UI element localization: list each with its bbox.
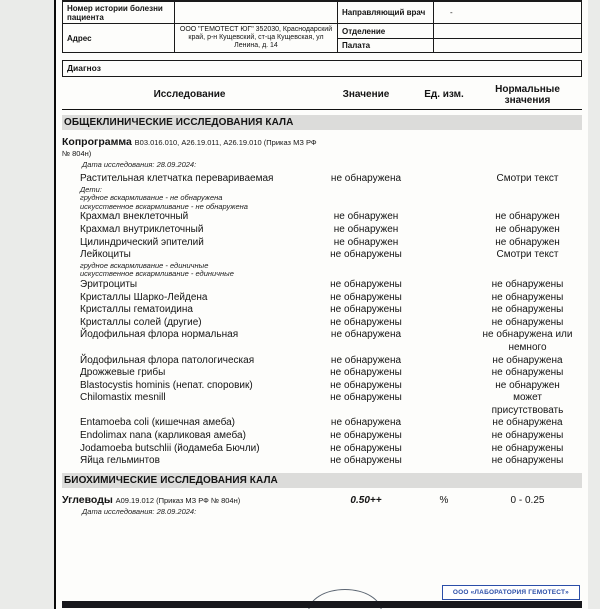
column-header-normal: Нормальные значения <box>495 84 560 106</box>
patient-header-table <box>62 0 582 53</box>
parameter-normal <box>473 186 582 195</box>
parameter-name: Эритроциты <box>80 278 138 290</box>
table-row <box>62 317 582 330</box>
diagnosis-box <box>62 60 582 77</box>
parameter-unit <box>415 380 473 393</box>
referring-doctor-value: - <box>434 2 581 24</box>
section-title-biochemical: БИОХИМИЧЕСКИЕ ИССЛЕДОВАНИЯ КАЛА <box>62 473 582 488</box>
table-row <box>62 430 582 443</box>
parameter-unit <box>415 279 473 292</box>
parameter-name: Йодофильная флора патологическая <box>80 354 255 366</box>
parameter-value: не обнаружены <box>330 291 402 303</box>
results-rows <box>56 173 588 468</box>
table-row <box>62 173 582 186</box>
test-unit: % <box>439 494 449 506</box>
parameter-unit <box>415 455 473 468</box>
department-value <box>434 24 581 39</box>
parameter-value <box>317 194 415 203</box>
parameter-unit <box>415 173 473 186</box>
parameter-value: не обнаружены <box>330 278 402 290</box>
parameter-name: Chilomastix mesnill <box>80 392 166 404</box>
parameter-name: грудное вскармливание - не обнаружена <box>80 193 223 203</box>
parameter-name: Растительная клетчатка перевариваемая <box>80 173 274 184</box>
parameter-value <box>317 270 415 279</box>
parameter-unit <box>415 186 473 195</box>
table-row <box>62 292 582 305</box>
table-row <box>62 211 582 224</box>
parameter-normal: может присутствовать <box>491 392 564 416</box>
parameter-normal: Смотри текст <box>496 249 559 261</box>
ward-value <box>434 39 581 52</box>
parameter-normal: не обнаружена или немного <box>482 329 573 353</box>
parameter-name: Цилиндрический эпителий <box>80 236 204 248</box>
parameter-unit <box>415 262 473 271</box>
parameter-unit <box>415 304 473 317</box>
column-header-research: Исследование <box>153 89 226 101</box>
parameter-unit <box>415 292 473 305</box>
table-row <box>62 304 582 317</box>
parameter-unit <box>415 417 473 430</box>
parameter-name: Лейкоциты <box>80 249 131 261</box>
parameter-value <box>317 186 415 195</box>
parameter-value: не обнаружена <box>330 417 402 429</box>
parameter-value: не обнаружены <box>330 392 402 404</box>
parameter-value: не обнаружены <box>330 442 402 454</box>
parameter-normal: не обнаружен <box>495 236 560 248</box>
parameter-name: Яйца гельминтов <box>80 455 160 467</box>
parameter-normal: не обнаружены <box>491 367 564 379</box>
parameter-value: не обнаружены <box>330 304 402 316</box>
section-title-clinical: ОБЩЕКЛИНИЧЕСКИЕ ИССЛЕДОВАНИЯ КАЛА <box>62 115 582 130</box>
parameter-name: Endolimax nana (карликовая амеба) <box>80 430 246 442</box>
department-label: Отделение <box>338 24 434 39</box>
parameter-unit <box>415 237 473 250</box>
test-name: Копрограмма <box>62 136 132 148</box>
parameter-name: Крахмал внеклеточный <box>80 211 189 223</box>
parameter-value: не обнаружена <box>330 173 402 184</box>
parameter-unit <box>415 367 473 380</box>
footer-bar <box>62 601 582 608</box>
parameter-value <box>317 262 415 271</box>
table-row <box>62 249 582 262</box>
parameter-unit <box>415 270 473 279</box>
parameter-normal: не обнаружены <box>491 442 564 454</box>
report-page <box>54 0 588 609</box>
parameter-name: Кристаллы солей (другие) <box>80 316 202 328</box>
table-row <box>62 224 582 237</box>
table-row <box>62 367 582 380</box>
parameter-name: Blastocystis hominis (непат. споровик) <box>80 379 253 391</box>
parameter-name: Entamoeba coli (кишечная амеба) <box>80 417 236 429</box>
parameter-unit <box>415 430 473 443</box>
table-row <box>62 380 582 393</box>
parameter-normal: не обнаружен <box>495 223 560 235</box>
parameter-unit <box>415 317 473 330</box>
parameter-unit <box>415 224 473 237</box>
parameter-normal <box>473 270 582 279</box>
parameter-normal: не обнаружена <box>492 354 563 366</box>
parameter-name: Дрожжевые грибы <box>80 367 166 379</box>
parameter-unit <box>415 203 473 212</box>
parameter-value: не обнаружены <box>330 316 402 328</box>
table-row <box>62 279 582 292</box>
parameter-normal <box>473 262 582 271</box>
parameter-normal <box>473 194 582 203</box>
table-row <box>62 270 582 279</box>
parameter-name: Кристаллы Шарко-Лейдена <box>80 291 208 303</box>
parameter-value: не обнаружен <box>333 236 399 248</box>
parameter-name: Дети: <box>80 184 102 194</box>
parameter-normal: не обнаружен <box>495 211 560 223</box>
column-header-value: Значение <box>342 89 390 101</box>
referring-doctor-label: Направляющий врач <box>338 2 434 24</box>
parameter-value: не обнаружены <box>330 379 402 391</box>
test-codes: А09.19.012 (Приказ МЗ РФ № 804н) <box>115 495 241 505</box>
table-row <box>62 392 582 417</box>
parameter-value: не обнаружен <box>333 223 399 235</box>
parameter-value: не обнаружены <box>330 367 402 379</box>
parameter-normal: не обнаружены <box>491 316 564 328</box>
test-codes: В03.016.010, А26.19.011, А26.19.010 (Приказ МЗ РФ № 804н) <box>62 138 317 158</box>
parameter-normal: не обнаружены <box>491 278 564 290</box>
test-normal: 0 - 0.25 <box>510 494 545 506</box>
parameter-name: Кристаллы гематоидина <box>80 304 193 316</box>
test-name-cell <box>62 494 317 506</box>
parameter-unit <box>415 249 473 262</box>
lab-stamp: ООО «ЛАБОРАТОРИЯ ГЕМОТЕСТ» <box>442 585 580 600</box>
parameter-name: искусственное вскармливание - не обнаружена <box>80 201 248 211</box>
parameter-normal: не обнаружен <box>495 379 560 391</box>
parameter-name: Jodamoeba butschlii (йодамеба Бючли) <box>80 442 260 454</box>
parameter-unit <box>415 443 473 456</box>
parameter-normal: не обнаружены <box>491 304 564 316</box>
parameter-value: не обнаружена <box>330 329 402 341</box>
parameter-normal: не обнаружена <box>492 417 563 429</box>
parameter-value: не обнаружен <box>333 211 399 223</box>
parameter-value: не обнаружены <box>330 430 402 442</box>
parameter-name: Крахмал внутриклеточный <box>80 223 204 235</box>
diagnosis-label: Диагноз <box>67 63 101 73</box>
parameter-value: не обнаружена <box>330 354 402 366</box>
table-row <box>62 443 582 456</box>
parameter-value: не обнаружены <box>330 249 402 261</box>
table-row <box>62 355 582 368</box>
parameter-normal: Смотри текст <box>496 173 559 184</box>
test-name: Углеводы <box>62 493 113 506</box>
parameter-name: грудное вскармливание - единичные <box>80 260 209 270</box>
parameter-normal: не обнаружены <box>491 430 564 442</box>
study-date: Дата исследования: 28.09.2024: <box>82 160 197 169</box>
history-number-label: Номер истории болезни пациента <box>63 2 175 24</box>
history-number-value <box>175 2 338 24</box>
results-header-row <box>62 82 582 110</box>
column-header-unit: Ед. изм. <box>424 89 464 101</box>
test-header-coprogram <box>56 136 588 159</box>
parameter-unit <box>415 329 473 354</box>
parameter-normal: не обнаружены <box>491 291 564 303</box>
table-row <box>62 455 582 468</box>
table-row <box>62 329 582 354</box>
table-row <box>62 417 582 430</box>
parameter-normal: не обнаружены <box>491 455 564 467</box>
table-row <box>62 237 582 250</box>
test-name-cell <box>62 136 317 159</box>
address-value: ООО "ГЕМОТЕСТ ЮГ" 352030, Краснодарский край, р-н Кущевский, ст-ца Кущевская, ул Ленина, д. 14 <box>175 24 338 52</box>
parameter-unit <box>415 211 473 224</box>
test-value: 0.50++ <box>350 494 382 506</box>
parameter-unit <box>415 355 473 368</box>
parameter-name: Йодофильная флора нормальная <box>80 329 239 341</box>
address-label: Адрес <box>63 24 175 52</box>
test-header-carbohydrates <box>56 494 588 506</box>
parameter-value: не обнаружены <box>330 455 402 467</box>
parameter-name: искусственное вскармливание - единичные <box>80 269 234 279</box>
parameter-unit <box>415 194 473 203</box>
parameter-unit <box>415 392 473 417</box>
study-date: Дата исследования: 28.09.2024: <box>82 506 197 516</box>
ward-label: Палата <box>338 39 434 52</box>
